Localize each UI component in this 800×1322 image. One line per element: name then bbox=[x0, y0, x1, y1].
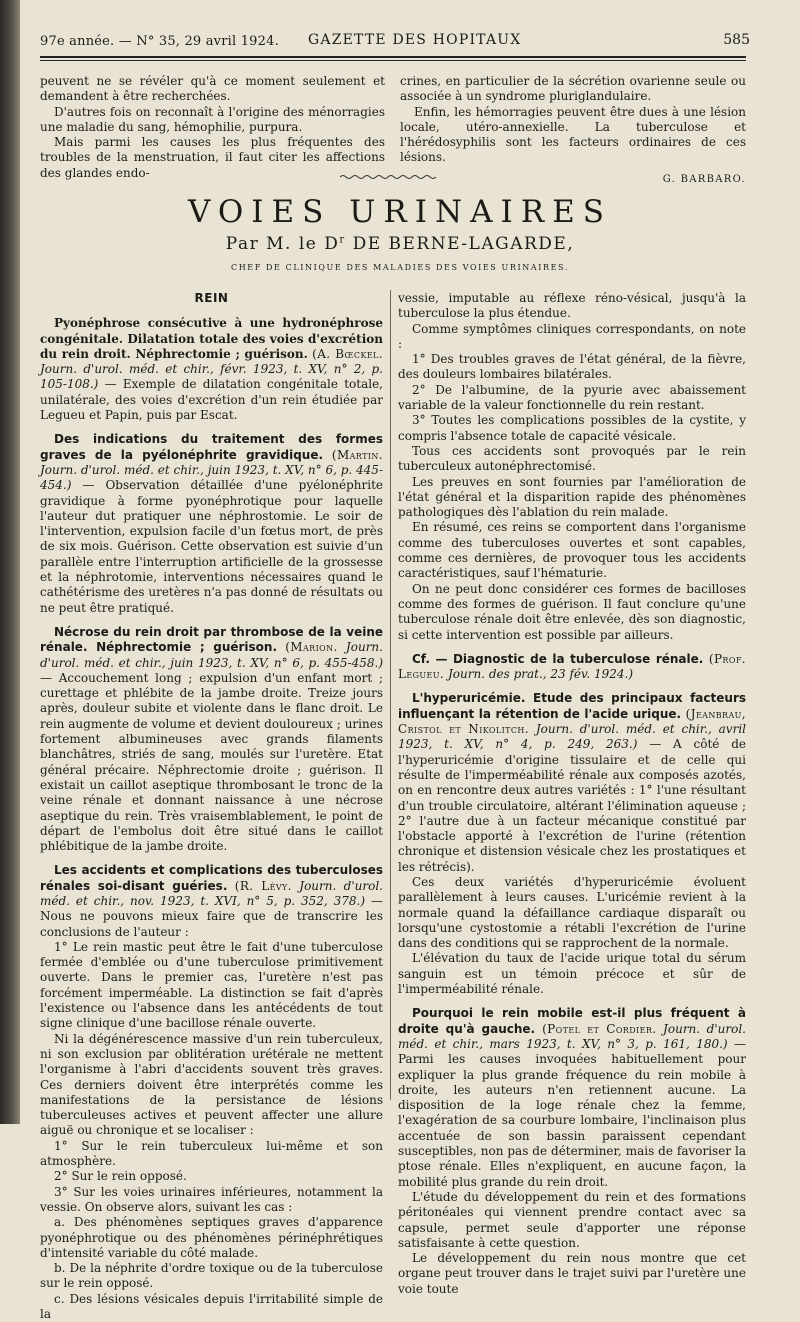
prev-article-left bbox=[40, 74, 385, 181]
entry-title: Des indications du traitement des formes graves de la pyélonéphrite gravidique. bbox=[40, 432, 383, 462]
entry-author: (Marion. bbox=[285, 640, 338, 655]
entry-body: — A côté de l'hyperuricémie d'origine tissulaire et de celle qui résulte de l'imperméabilité rénale aux composés azotés, on en rencontre deux autres variétés : 1° l'une résultant d'un trouble circulatoire, altérant l'élimination aqueuse ; 2° l'autre due à un facteur mécanique constitué par l'obstacle apporté à l'excrétion de l'urine (rétention chronique et distension vésicale chez les prostatiques et les rétrécis). bbox=[398, 737, 746, 874]
author-title-sup: r bbox=[339, 234, 346, 246]
abstract-entry bbox=[40, 625, 383, 854]
paragraph: Ces deux variétés d'hyperuricémie évoluent parallèlement à leurs causes. L'uricémie revient à la normale quand la défaillance cardiaque disparaît ou lorsqu'une cystostomie a rétabli l'excrétion de l'urine dans des conditions qui se rapprochent de la normale. bbox=[398, 874, 746, 951]
author-name: DE BERNE-LAGARDE, bbox=[352, 234, 575, 254]
header-rule-thin bbox=[40, 60, 746, 61]
author-position: CHEF DE CLINIQUE DES MALADIES DES VOIES URINAIRES. bbox=[231, 263, 569, 272]
entry-body: — Accouchement long ; expulsion d'un enfant mort ; curettage et phlébite de la jambe droite. Treize jours après, douleur subite et violente dans le flanc droit. Le rein augmente de volume et devient douloureux ; urines fortement albumineuses avec grands filaments blanchâtres, striés de sang, moulés sur l'uretère. Etat général précaire. Néphrectomie droite ; guérison. Il existait un caillot aseptique thrombosant le tronc de la veine rénale et donnant naissance à une nécrose aseptique du rein. Très vraisemblablement, le point de départ de l'embolus doit être situé dans le caillot phlébitique de la jambe droite. bbox=[40, 670, 383, 854]
paragraph: On ne peut donc considérer ces formes de bacilloses comme des formes de guérison. Il faut conclure qu'une tuberculose rénale doit être enlevée, dès son diagnostic, si cette intervention est possible par ailleurs. bbox=[398, 581, 746, 642]
list-item: 1° Des troubles graves de l'état général, de la fièvre, des douleurs lombaires bilatérales. bbox=[398, 352, 746, 382]
header-rule bbox=[40, 56, 746, 58]
prev-article-right bbox=[400, 74, 746, 187]
entry-title: Nécrose du rein droit par thrombose de la veine rénale. Néphrectomie ; guérison. bbox=[40, 624, 383, 655]
entry-reference: Journ. d'urol. méd. et chir., nov. 1923, t. XVI, n° 5, p. 352, 378.) bbox=[40, 878, 383, 908]
issue-info: 97e année. — N° 35, 29 avril 1924. bbox=[40, 34, 279, 49]
entry-author: (A. Bœckel. bbox=[312, 346, 383, 361]
entry-reference: Journ. des prat., 23 fév. 1924.) bbox=[444, 667, 634, 682]
column-divider bbox=[390, 290, 391, 1100]
entry-title: Pourquoi le rein mobile est-il plus fréquent à droite qu'à gauche. bbox=[398, 1006, 746, 1036]
list-item: c. Des lésions vésicales depuis l'irritabilité simple de la bbox=[40, 1291, 383, 1321]
entry-reference: Journ. d'urol. méd. et chir., juin 1923, t. XV, n° 6, p. 445-454.) bbox=[40, 462, 383, 493]
paragraph: Ni la dégénérescence massive d'un rein tuberculeux, ni son exclusion par oblitération urétérale ne mettent l'organisme à l'abri d'accidents souvent très graves. Ces derniers doivent être interprétés comme les manifestations de la persistance de lésions tuberculeuses actives et peuvent affecter une allure aiguë ou chronique et se localiser : bbox=[40, 1031, 383, 1138]
entry-author: (Potel et Cordier. bbox=[535, 1021, 657, 1036]
entry-body: — Observation détaillée d'une pyélonéphrite gravidique à forme pyonéphrotique pour laquelle l'auteur dut pratiquer une néphrostomie. Le soir de l'intervention, expulsion facile d'un fœtus mort, de près de six mois. Guérison. Cette observation est suivie d'un parallèle entre l'interruption artificielle de la grossesse et la néphrotomie, interventions nécessaires quand le cathétérisme des uretères n'a pas donné de résultats ou ne peut être pratiqué. bbox=[40, 478, 383, 615]
right-column bbox=[398, 291, 746, 1297]
article-title: VOIES URINAIRES bbox=[188, 194, 612, 230]
list-item: 1° Sur le rein tuberculeux lui-même et son atmosphère. bbox=[40, 1138, 383, 1169]
entry-title: Les accidents et complications des tuberculoses rénales soi-disant guéries. bbox=[40, 863, 383, 893]
section-separator-ornament bbox=[340, 174, 438, 180]
left-column bbox=[40, 291, 383, 1322]
entry-author: (R. Lévy. bbox=[234, 878, 292, 893]
entry-title: Cf. — Diagnostic de la tuberculose rénale. bbox=[412, 651, 704, 666]
abstract-entry bbox=[398, 691, 746, 875]
paragraph: L'étude du développement du rein et des formations péritonéales qui viennent prendre contact avec sa capsule, permet seule d'apporter une réponse satisfaisante à cette question. bbox=[398, 1189, 746, 1250]
paragraph: peuvent ne se révéler qu'à ce moment seulement et demandent à être recherchées. bbox=[40, 74, 385, 104]
entry-author: (Prof. Legueu. bbox=[398, 651, 746, 682]
list-item: 2° Sur le rein opposé. bbox=[54, 1169, 187, 1184]
page-binding-edge bbox=[0, 0, 20, 1124]
abstract-entry bbox=[40, 316, 383, 423]
entry-author: (Jeanbrau, Cristol et Nikolitch. bbox=[398, 706, 747, 737]
page-number: 585 bbox=[723, 32, 750, 48]
abstract-entry bbox=[40, 432, 383, 616]
paragraph: Tous ces accidents sont provoqués par le rein tuberculeux autonéphrectomisé. bbox=[398, 443, 746, 474]
running-header bbox=[40, 30, 750, 54]
entry-reference: Journ. d'urol. méd. et chir., févr. 1923, t. XV, n° 2, p. 105-108.) bbox=[40, 362, 383, 392]
paragraph: L'élévation du taux de l'acide urique total du sérum sanguin est un témoin précoce et sûr de l'imperméabilité rénale. bbox=[398, 951, 746, 997]
abstract-entry bbox=[398, 1006, 746, 1190]
abstract-entry bbox=[398, 652, 746, 683]
paragraph: Mais parmi les causes les plus fréquentes des troubles de la menstruation, il faut citer les affections des glandes endo- bbox=[40, 135, 385, 180]
list-item: 2° De l'albumine, de la pyurie avec abaissement variable de la valeur fonctionnelle du rein restant. bbox=[398, 382, 746, 413]
paragraph: En résumé, ces reins se comportent dans l'organisme comme des tuberculoses ouvertes et sont capables, comme ces dernières, de provoquer tous les accidents caractéristiques, sauf l'hématurie. bbox=[398, 520, 746, 581]
list-item: 3° Sur les voies urinaires inférieures, notamment la vessie. On observe alors, suivant les cas : bbox=[40, 1184, 383, 1214]
paragraph: Comme symptômes cliniques correspondants, on note : bbox=[398, 321, 746, 351]
paragraph: vessie, imputable au réflexe réno-vésical, jusqu'à la tuberculose la plus étendue. bbox=[398, 291, 746, 321]
entry-body: — Exemple de dilatation congénitale totale, unilatérale, des voies d'excrétion d'un rein étudiée par Legueu et Papin, puis par Escat. bbox=[40, 377, 383, 423]
journal-title: GAZETTE DES HOPITAUX bbox=[308, 32, 522, 48]
paragraph: Enfin, les hémorragies peuvent être dues à une lésion locale, utéro-annexielle. La tuberculose et l'hérédosyphilis sont les facteurs ordinaires de ces lésions. bbox=[400, 104, 746, 165]
paragraph: D'autres fois on reconnaît à l'origine des ménorragies une maladie du sang, hémophilie, purpura. bbox=[40, 104, 385, 134]
paragraph: 1° Le rein mastic peut être le fait d'une tuberculose fermée d'emblée ou d'une tuberculose primitivement ouverte. Dans le premier cas, l'uretère n'est pas forcément imperméable. La distinction se fait d'après l'existence ou l'absence dans les antécédents de tout signe clinique d'une bacillose rénale ouverte. bbox=[40, 939, 383, 1031]
author-signature: G. BARBARO. bbox=[662, 173, 746, 185]
entry-author: (Martin. bbox=[331, 447, 383, 462]
entry-reference: Journ. d'urol. méd. et chir., juin 1923, t. XV, n° 6, p. 455-458.) bbox=[40, 640, 383, 670]
paragraph: Le développement du rein nous montre que cet organe peut trouver dans le trajet suivi par l'uretère une voie toute bbox=[398, 1251, 746, 1296]
paragraph: Les preuves en sont fournies par l'amélioration de l'état général et la disparition rapide des phénomènes pathologiques dès l'ablation du rein malade. bbox=[398, 474, 746, 520]
author-prefix: Par M. le D bbox=[225, 234, 340, 254]
entry-body: — Nous ne pouvons mieux faire que de transcrire les conclusions de l'auteur : bbox=[40, 893, 383, 939]
article-author bbox=[100, 234, 700, 254]
entry-reference: Journ. d'urol. méd. et chir., mars 1923, t. XV, n° 3, p. 161, 180.) bbox=[398, 1021, 746, 1051]
entry-body: — Parmi les causes invoquées habituellement pour expliquer la plus grande fréquence du rein mobile à droite, les auteurs n'en retiennent aucune. La disposition de la loge rénale chez la femme, l'exagération de sa courbure lombaire, l'inclinaison plus accentuée de son bassin paraissent cependant susceptibles, non pas de déterminer, mais de favoriser la ptose rénale. Elles n'expliquent, en aucune façon, la mobilité plus grande du rein droit. bbox=[398, 1036, 746, 1189]
paragraph: crines, en particulier de la sécrétion ovarienne seule ou associée à un syndrome pluriglandulaire. bbox=[400, 74, 746, 104]
list-item: b. De la néphrite d'ordre toxique ou de la tuberculose sur le rein opposé. bbox=[40, 1261, 383, 1291]
abstract-entry bbox=[40, 863, 383, 939]
entry-title: Pyonéphrose consécutive à une hydronéphrose congénitale. Dilatation totale des voies d'excrétion du rein droit. Néphrectomie ; guérison. bbox=[40, 316, 383, 361]
list-item: a. Des phénomènes septiques graves d'apparence pyonéphrotique ou des phénomènes périnéphrétiques d'intensité variable du côté malade. bbox=[40, 1215, 383, 1260]
entry-title: L'hyperuricémie. Etude des principaux facteurs influençant la rétention de l'acide urique. bbox=[398, 691, 746, 721]
entry-reference: Journ. d'urol. méd. et chir., avril 1923, t. XV, n° 4, p. 249, 263.) bbox=[398, 722, 746, 752]
section-heading: REIN bbox=[194, 291, 229, 305]
list-item: 3° Toutes les complications possibles de la cystite, y compris l'absence totale de capacité vésicale. bbox=[398, 413, 746, 443]
